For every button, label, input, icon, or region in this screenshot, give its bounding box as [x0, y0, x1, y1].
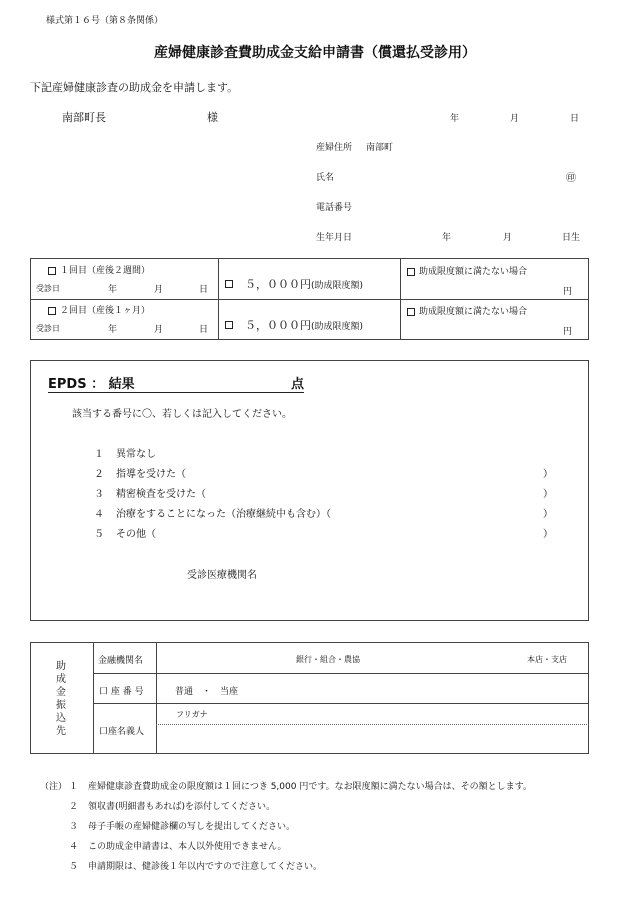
visit-2-checkbox[interactable] — [48, 307, 56, 315]
note-4: ４ この助成金申請書は、本人以外使用できません。 — [69, 842, 287, 852]
addressee: 南部町長 — [62, 111, 106, 124]
institution-label: 受診医療機関名 — [187, 570, 257, 581]
visit-1-under-limit[interactable]: 助成限度額に満たない場合 — [407, 264, 527, 277]
visit-1-under-checkbox[interactable] — [407, 268, 415, 276]
notes-prefix: （注） — [40, 782, 68, 792]
note-1: １ 産婦健康診査費助成金の限度額は１回につき 5,000 円です。なお限度額に満たない場合は、その額とします。 — [69, 782, 532, 792]
furigana-label: フリガナ — [176, 710, 208, 719]
epds-instruction: 該当する番号に〇、若しくは記入してください。 — [72, 409, 292, 420]
epds-option-3-close: ） — [543, 489, 553, 500]
intro-text: 下記産婦健康診査の助成金を申請します。 — [30, 81, 239, 94]
epds-option-3[interactable]: ３ 精密検査を受けた（ — [94, 489, 206, 500]
date-month: 月 — [510, 114, 520, 124]
epds-heading: EPDS ： 結果 点 — [48, 373, 304, 393]
epds-option-1[interactable]: １ 異常なし — [94, 449, 156, 460]
visit-1-amount-checkbox[interactable] — [225, 280, 233, 288]
birth-year: 年 — [442, 233, 452, 243]
visit-2-year: 年 — [108, 325, 118, 335]
epds-option-2-close: ） — [543, 469, 553, 480]
epds-option-5-close: ） — [543, 529, 553, 540]
visit-1-title[interactable]: １回目（産後２週間） — [48, 263, 150, 276]
epds-option-4-close: ） — [543, 509, 553, 520]
birth-day: 日生 — [562, 233, 581, 243]
page-title: 産婦健康診査費助成金支給申請書（償還払受診用） — [154, 45, 476, 61]
visit-2-yen: 円 — [563, 327, 573, 337]
visit-2-month: 月 — [154, 325, 164, 335]
visit-1-checkbox[interactable] — [48, 267, 56, 275]
account-number-label: 口 座 番 号 — [99, 687, 144, 697]
form-number: 様式第１６号（第８条関係） — [46, 16, 164, 26]
visit-2-date-label: 受診日 — [36, 324, 60, 333]
account-holder-label: 口座名義人 — [99, 727, 145, 737]
bank-institution-types[interactable]: 銀行・組合・農協 — [296, 655, 360, 664]
visit-2-under-checkbox[interactable] — [407, 308, 415, 316]
note-5: ５ 申請期限は、健診後１年以内ですので注意してください。 — [69, 862, 323, 872]
visit-1-date-label: 受診日 — [36, 284, 60, 293]
note-2: ２ 領収書(明細書もあれば)を添付してください。 — [69, 802, 276, 812]
address-value[interactable]: 南部町 — [366, 143, 394, 153]
epds-option-4[interactable]: ４ 治療をすることになった（治療継続中も含む）（ — [94, 509, 331, 520]
date-day: 日 — [570, 114, 580, 124]
visit-1-yen: 円 — [563, 287, 573, 297]
bank-institution-label: 金融機関名 — [98, 656, 144, 666]
seal-mark: ㊞ — [566, 173, 576, 184]
addressee-sama: 様 — [207, 111, 218, 124]
visit-2-day: 日 — [199, 325, 209, 335]
account-types[interactable]: 普通 ・ 当座 — [175, 687, 239, 697]
epds-option-5[interactable]: ５ その他（ — [94, 529, 156, 540]
visit-2-title[interactable]: ２回目（産後１ヶ月） — [48, 303, 150, 316]
bank-side-label: 助成金振込先 — [56, 661, 66, 737]
visit-1-day: 日 — [199, 285, 209, 295]
phone-label: 電話番号 — [316, 203, 353, 213]
date-year: 年 — [450, 114, 460, 124]
birth-month: 月 — [503, 233, 513, 243]
bank-branch-types[interactable]: 本店・支店 — [527, 655, 567, 664]
name-label: 氏名 — [316, 173, 335, 183]
visit-1-year: 年 — [108, 285, 118, 295]
visit-1-amount[interactable]: ５，０００円(助成限度額) — [225, 273, 363, 292]
visit-2-under-limit[interactable]: 助成限度額に満たない場合 — [407, 304, 527, 317]
epds-point-unit: 点 — [290, 377, 304, 392]
visit-2-amount-checkbox[interactable] — [225, 321, 233, 329]
epds-option-2[interactable]: ２ 指導を受けた（ — [94, 469, 186, 480]
address-label: 産婦住所 — [316, 143, 353, 153]
visit-2-amount[interactable]: ５，０００円(助成限度額) — [225, 314, 363, 333]
note-3: ３ 母子手帳の産婦健診欄の写しを提出してください。 — [69, 822, 296, 832]
birthdate-label: 生年月日 — [316, 233, 353, 243]
visit-1-month: 月 — [154, 285, 164, 295]
